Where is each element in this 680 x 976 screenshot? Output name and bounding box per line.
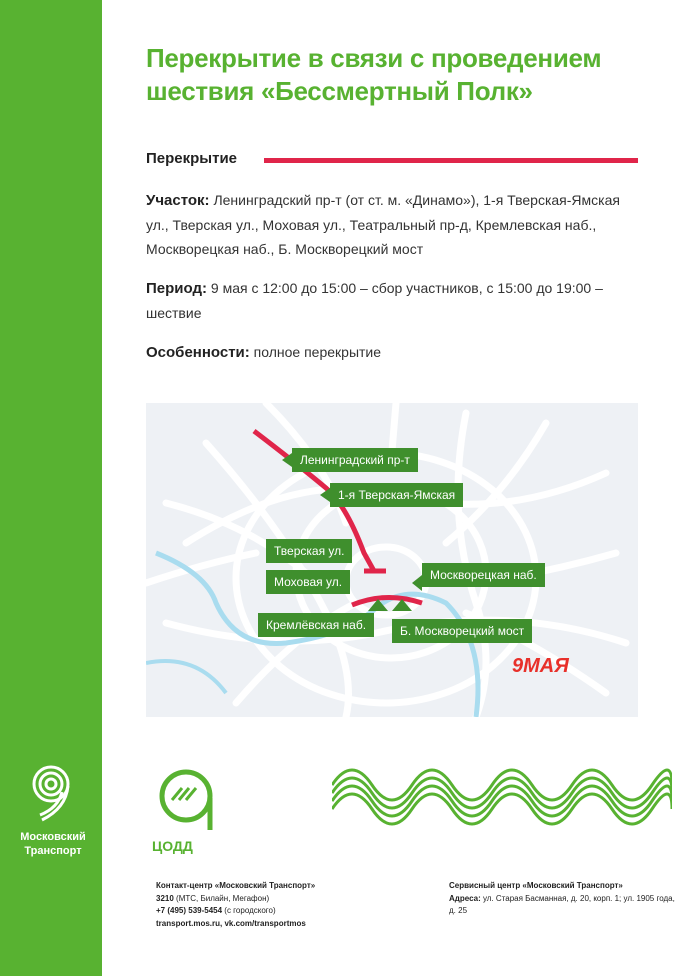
map-label-b-moskvoretsky: Б. Москворецкий мост	[392, 619, 532, 643]
page-title: Перекрытие в связи с проведением шествия «Бессмертный Полк»	[146, 43, 602, 106]
service-center	[449, 880, 679, 918]
section-osobennosti	[146, 340, 646, 365]
map-label-tverskaya: Тверская ул.	[266, 539, 352, 563]
contact-links[interactable]: transport.mos.ru, vk.com/transportmos	[156, 918, 306, 928]
brand-name: Московский Транспорт	[20, 831, 86, 857]
map-label-tverskaya-yamskaya: 1-я Тверская-Ямская	[330, 483, 463, 507]
service-center-title: Сервисный центр «Московский Транспорт»	[449, 881, 623, 890]
section-label: Перекрытие	[146, 150, 238, 167]
route-map	[146, 403, 638, 717]
map-label-leningradsky: Ленинградский пр-т	[292, 448, 418, 472]
service-address: ул. Старая Басманная, д. 20, корп. 1; ул. 1905 года, д. 25	[449, 893, 675, 915]
osobennosti-label: Особенности:	[146, 344, 250, 361]
uchastok-label: Участок:	[146, 192, 210, 209]
uchastok-text: Ленинградский пр-т (от ст. м. «Динамо»), 1-я Тверская-Ямская ул., Тверская ул., Моховая ул., Театральный пр-д, Кремлевская наб., Москворецкая наб., Б. Москворецкий мост	[146, 192, 620, 257]
map-label-mokhovaya: Моховая ул.	[266, 570, 350, 594]
main-content	[102, 0, 680, 976]
decorative-waves	[332, 758, 672, 828]
callout-pointer-moskvoretskaya	[412, 575, 422, 591]
section-divider	[264, 158, 638, 163]
map-label-kremlevskaya: Кремлёвская наб.	[258, 613, 374, 637]
contact-short-phone-note: (МТС, Билайн, Мегафон)	[176, 893, 270, 903]
river-branch	[146, 661, 226, 693]
codd-logo-icon	[152, 764, 220, 832]
contact-center-title: Контакт-центр «Московский Транспорт»	[156, 881, 316, 890]
contact-short-phone: 3210	[156, 893, 174, 903]
map-label-moskvoretskaya: Москворецкая наб.	[422, 563, 545, 587]
contact-center	[156, 880, 376, 930]
codd-label: ЦОДД	[152, 838, 193, 854]
service-address-label: Адреса:	[449, 893, 481, 903]
period-text: 9 мая с 12:00 до 15:00 – сбор участников, с 15:00 до 19:00 – шествие	[146, 280, 603, 321]
osobennosti-text: полное перекрытие	[253, 344, 382, 360]
section-period	[146, 276, 646, 325]
may-9-logo: 9МАЯ	[512, 655, 569, 677]
contact-phone: +7 (495) 539-5454	[156, 906, 223, 915]
nine-logo-icon	[20, 762, 82, 824]
period-label: Период:	[146, 280, 207, 297]
section-header	[146, 150, 642, 172]
section-uchastok	[146, 188, 646, 261]
contact-phone-note: (с городского)	[224, 906, 276, 915]
brand-sidebar	[0, 0, 102, 976]
